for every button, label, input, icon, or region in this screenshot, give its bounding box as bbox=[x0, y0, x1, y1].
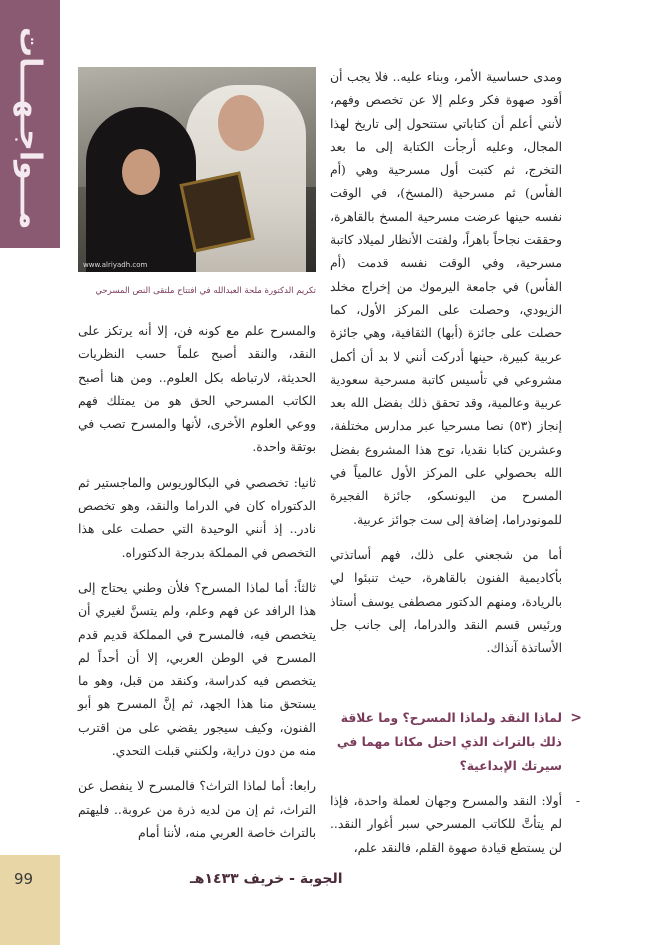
photo-caption: تكريم الدكتورة ملحة العبدالله في افتتاح ملتقى النص المسرحي bbox=[95, 286, 316, 296]
interview-answer bbox=[330, 790, 580, 860]
photo-woman-face bbox=[122, 149, 160, 195]
left-paragraph-2: ثانيا: تخصصي في البكالوريوس والماجستير ثم الدكتوراه كان في الدراما والنقد، وهو تخصص نادر.. إذ أنني الوحيدة التي حصلت على هذا التخصص في المملكة بدرجة الدكتوراه. bbox=[78, 475, 316, 560]
section-tab-label: مـــواجـهـــات bbox=[12, 26, 48, 230]
right-paragraph-2: أما من شجعني على ذلك، فهم أساتذتي بأكاديمية الفنون بالقاهرة، حيث تنبئوا لي بالريادة، ومنهم الدكتور مصطفى يوسف أستاذ ورئيس قسم النقد والدراما، إلى جانب جل الأساتذة آنذاك. bbox=[330, 547, 562, 656]
question-text: لماذا النقد ولماذا المسرح؟ وما علاقة ذلك بالتراث الذي احتل مكانا مهما في سيرتك الإبداعية؟ bbox=[336, 711, 562, 773]
question-marker-icon: < bbox=[570, 710, 582, 726]
answer-text: أولا: النقد والمسرح وجهان لعملة واحدة، فإذا لم يتأتَّ للكاتب المسرحي سبر أغوار النقد.. لن يستطع قيادة صهوة القلم، فالنقد علم، bbox=[330, 794, 562, 855]
left-paragraph-3: ثالثاً: أما لماذا المسرح؟ فلأن وطني يحتاج إلى هذا الرافد عن فهم وعلم، ولم يتسنَّ لغيري أن يتخصص فيه، فالمسرح في المملكة قديم قدم المسرح في الوطن العربي، إلا أن أحداً لم يتخصص فيه كدراسة، وكنقد من قبل، وهو ما يستحق منا هذا الجهد، ثم إنَّ المسرح هو أبو الفنون، وكيف سيجور يقضي على من اقترب منه من دون دراية، ولكنني قبلت التحدي. bbox=[78, 580, 316, 759]
photo-man-head bbox=[218, 95, 264, 151]
answer-dash-icon: - bbox=[575, 794, 580, 808]
left-paragraph-4: رابعا: أما لماذا التراث؟ فالمسرح لا ينفصل عن التراث، ثم إن من لديه ذرة من عروبة.. فليهتم بالتراث خاصة العربي منه، لأننا أمام bbox=[78, 779, 316, 840]
running-footer: الجوبة - خريف ١٤٣٣هـ bbox=[190, 871, 343, 887]
event-photo bbox=[78, 67, 316, 272]
footer-accent-block bbox=[0, 855, 60, 945]
right-column bbox=[330, 66, 562, 672]
left-column bbox=[78, 320, 316, 857]
left-paragraph-1: والمسرح علم مع كونه فن، إلا أنه يرتكز على النقد، والنقد أصبح علماً حسب النظريات الحديثة، لارتباطه بكل العلوم.. ومن هنا أصبح الكاتب المسرحي الحق هو من يمتلك فهم ووعي العلوم الأخرى، لأنها والمسرح تصب في بوتقة واحدة. bbox=[78, 324, 316, 455]
right-paragraph-1: ومدى حساسية الأمر، وبناء عليه.. فلا يجب أن أقود صهوة فكر وعلم إلا عن تخصص وفهم، لأنني أعلم أن كتاباتي ستتحول إلى تاريخ لهذا المجال، وعليه أرجأت الكتابة إلى ما بعد التخرج، ثم كتبت أول مسرحية وهي (أم الفأس) ثم مسرحية (المسخ)، في الوقت نفسه حينها عرضت مسرحية المسخ بالقاهرة، وحققت نجاحاً باهراً، ولفتت الأنظار لميلاد كاتبة مسرحية، وفي الوقت نفسه قدمت (أم الفأس) في جامعة اليرموك من إخراج مخلد الزيودي، وحصلت على المركز الأول، كما حصلت على جائزة (أبها) الثقافية، وهي جائزة عربية كبيرة، حينها أدركت أنني لا بد أن أكمل مشروعي في تأسيس كاتبة مسرحية سعودية عربية وعالمية، وقد تحقق ذلك بفضل الله بعد إنجاز (٥٣) نصا مسرحيا عبر مدارس مختلفة، وعشرين كتابا نقديا، توج هذا المشروع بفضل الله بحصولي على المركز الأول عالمياً في المسرح من اليونسكو، جائزة الفجيرة للمونودراما، إضافة إلى ست جوائز عربية. bbox=[330, 70, 563, 527]
section-tab bbox=[0, 0, 60, 248]
interview-question bbox=[330, 706, 582, 778]
photo-credit: www.alriyadh.com bbox=[83, 261, 148, 269]
page-number: 99 bbox=[14, 870, 34, 888]
